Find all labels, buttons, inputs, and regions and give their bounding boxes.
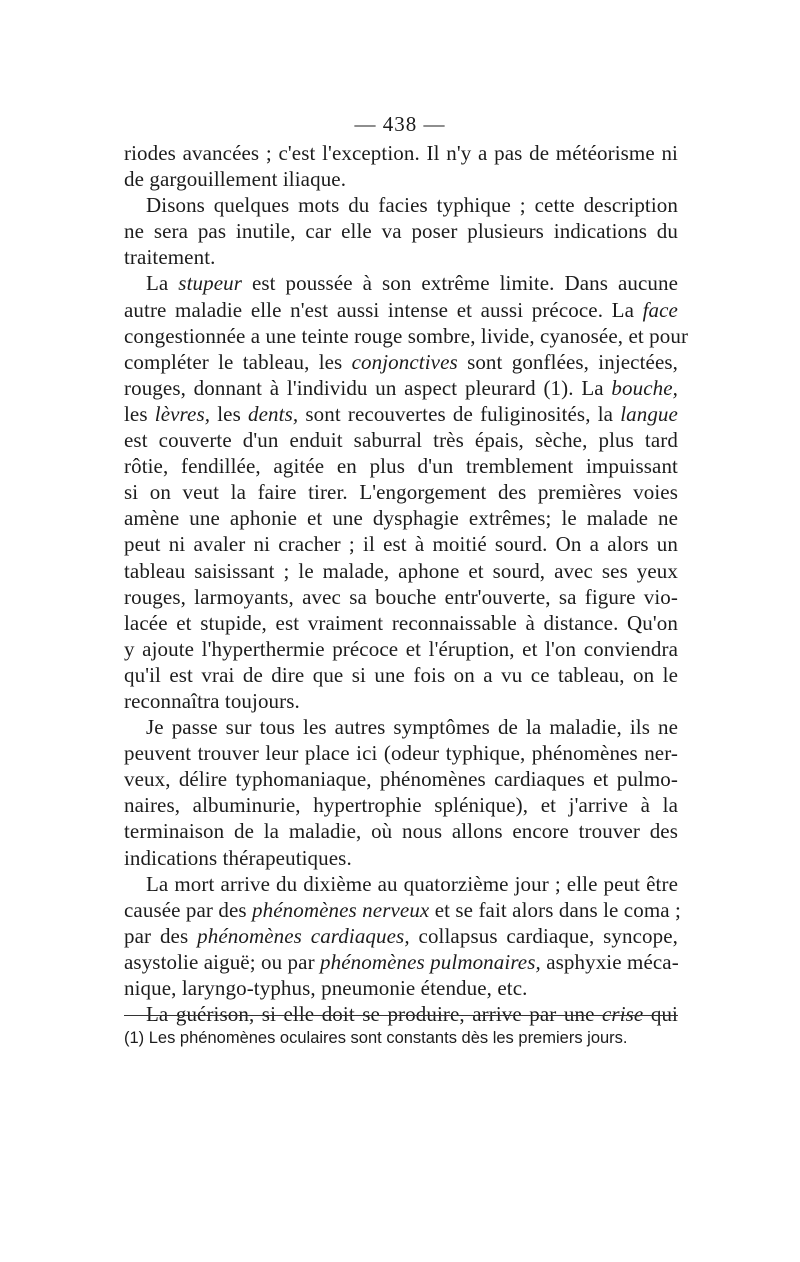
- text-line: rouges, donnant à l'individu un aspect pleurard (1). La bouche,: [124, 375, 678, 400]
- text-line: asystolie aiguë; ou par phénomènes pulmonaires, asphyxie méca-: [124, 949, 679, 974]
- italic-term: conjonctives: [351, 349, 458, 374]
- text-line: autre maladie elle n'est aussi intense et aussi précoce. La face: [124, 297, 678, 322]
- text-line: Je passe sur tous les autres symptômes de la maladie, ils ne: [146, 715, 678, 740]
- text-line: Disons quelques mots du facies typhique ; cette description: [146, 193, 678, 218]
- text-line: les lèvres, les dents, sont recouvertes de fuliginosités, la langue: [124, 401, 678, 426]
- text-line: La guérison, si elle doit se produire, arrive par une crise qui: [146, 1002, 678, 1027]
- italic-term: dents,: [248, 401, 299, 426]
- text-line: par des phénomènes cardiaques, collapsus cardiaque, syncope,: [124, 923, 679, 948]
- footnote-divider: [124, 1015, 678, 1016]
- text-line: La stupeur est poussée à son extrême limite. Dans aucune: [146, 271, 679, 296]
- footnote: (1) Les phénomènes oculaires sont constants dès les premiers jours.: [124, 1029, 628, 1047]
- text-line: compléter le tableau, les conjonctives sont gonflées, injectées,: [124, 349, 679, 374]
- text-line: amène une aphonie et une dysphagie extrêmes; le malade ne: [124, 506, 678, 531]
- text-line: de gargouillement iliaque.: [124, 167, 347, 192]
- text-line: indications thérapeutiques.: [124, 845, 352, 870]
- text-line: rôtie, fendillée, agitée en plus d'un tremblement impuissant: [124, 454, 678, 479]
- text-line: rouges, larmoyants, avec sa bouche entr'ouverte, sa figure vio-: [124, 584, 678, 609]
- text-line: qu'il est vrai de dire que si une fois on a vu ce tableau, on le: [124, 662, 678, 687]
- text-line: peuvent trouver leur place ici (odeur typhique, phénomènes ner-: [124, 741, 678, 766]
- text-line: lacée et stupide, est vraiment reconnaissable à distance. Qu'on: [124, 610, 678, 635]
- text-line: naires, albuminurie, hypertrophie splénique), et j'arrive à la: [124, 793, 678, 818]
- text-line: causée par des phénomènes nerveux et se fait alors dans le coma ;: [124, 897, 681, 922]
- text-line: traitement.: [124, 245, 216, 270]
- text-line: ne sera pas inutile, car elle va poser plusieurs indications du: [124, 219, 678, 244]
- text-line: congestionnée a une teinte rouge sombre, livide, cyanosée, et pour: [124, 323, 689, 348]
- text-line: reconnaîtra toujours.: [124, 688, 300, 713]
- text-line: est couverte d'un enduit saburral très épais, sèche, plus tard: [124, 428, 678, 453]
- page-number: — 438 —: [354, 112, 446, 136]
- text-line: nique, laryngo-typhus, pneumonie étendue, etc.: [124, 976, 528, 1000]
- italic-term: phénomènes cardiaques,: [197, 923, 410, 948]
- text-line: y ajoute l'hyperthermie précoce et l'éruption, et l'on conviendra: [124, 636, 678, 661]
- italic-term: langue: [620, 401, 678, 426]
- italic-term: phénomènes pulmonaires,: [320, 949, 541, 974]
- italic-term: lèvres,: [154, 401, 211, 426]
- text-line: La mort arrive du dixième au quatorzième jour ; elle peut être: [146, 871, 678, 896]
- italic-term: phénomènes nerveux: [252, 897, 430, 922]
- text-line: peut ni avaler ni cracher ; il est à moitié sourd. On a alors un: [124, 532, 678, 557]
- text-line: si on veut la faire tirer. L'engorgement des premières voies: [124, 480, 678, 505]
- italic-term: stupeur: [178, 271, 242, 296]
- text-line: riodes avancées ; c'est l'exception. Il n'y a pas de météorisme ni: [124, 141, 678, 165]
- italic-term: face: [642, 297, 678, 322]
- text-line: tableau saisissant ; le malade, aphone et sourd, avec ses yeux: [124, 558, 678, 583]
- text-line: veux, délire typhomaniaque, phénomènes cardiaques et pulmo-: [124, 767, 678, 792]
- main-text: [124, 140, 689, 1027]
- text-line: terminaison de la maladie, où nous allons encore trouver des: [124, 819, 678, 844]
- italic-term: bouche,: [611, 375, 678, 400]
- italic-term: crise: [602, 1002, 644, 1027]
